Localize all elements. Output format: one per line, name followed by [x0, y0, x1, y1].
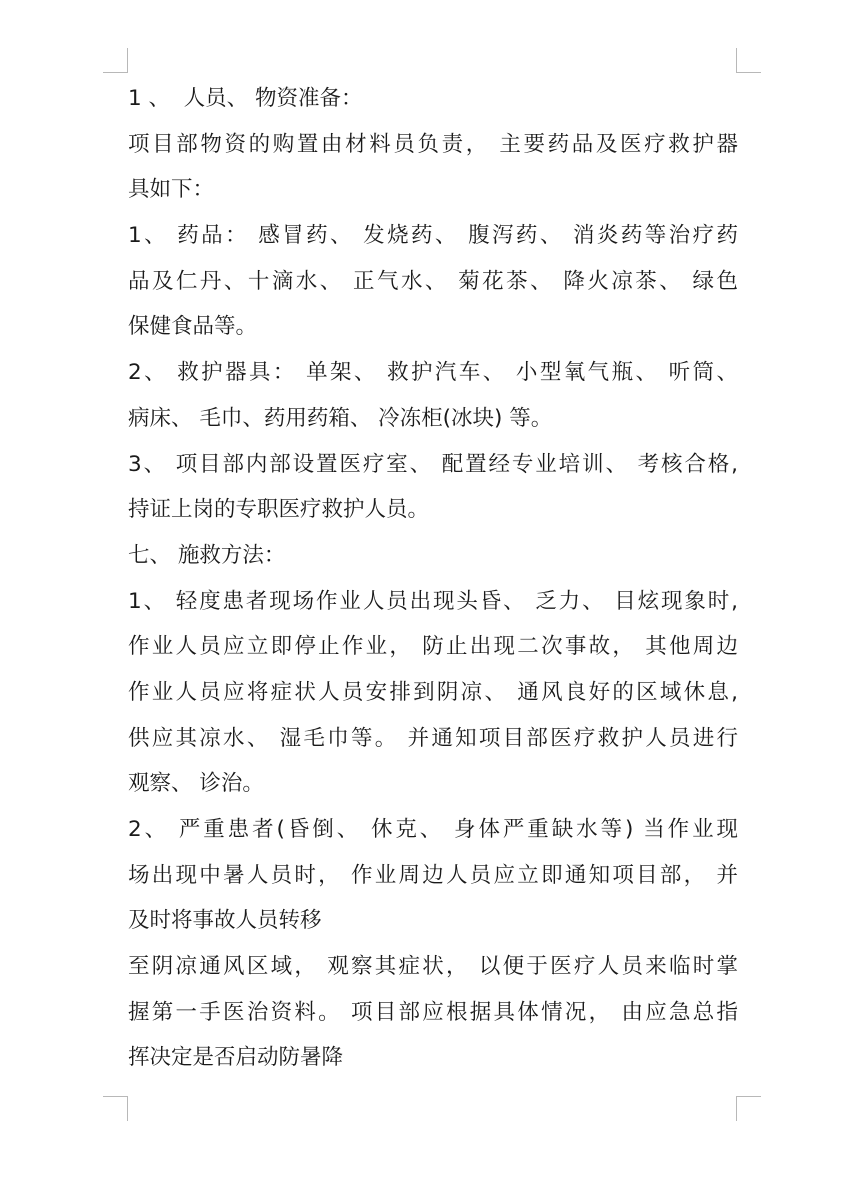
text-line: 挥决定是否启动防暑降 — [128, 1045, 344, 1071]
text-line: 2、 严重患者(昏倒、 休克、 身体严重缺水等) 当作业现 — [128, 817, 738, 842]
document-body — [128, 76, 738, 1081]
section-heading: 七、 施救方法： — [128, 542, 286, 568]
text-line: 握第一手医治资料。 项目部应根据具体情况， 由应急总指 — [128, 999, 738, 1025]
text-line: 至阴凉通风区域， 观察其症状， 以便于医疗人员来临时掌 — [128, 954, 738, 980]
text-line: 场出现中暑人员时， 作业周边人员应立即通知项目部， 并 — [128, 862, 738, 888]
text-line: 具如下： — [128, 177, 215, 203]
crop-mark-bottom-right — [736, 1096, 761, 1121]
text-line: 项目部物资的购置由材料员负责， 主要药品及医疗救护器 — [128, 131, 738, 157]
crop-mark-top-right — [736, 48, 761, 73]
text-line: 2、 救护器具： 单架、 救护汽车、 小型氧气瓶、 听筒、 — [128, 360, 738, 386]
text-line: 品及仁丹、十滴水、 正气水、 菊花茶、 降火凉茶、 绿色 — [128, 268, 738, 294]
text-line: 作业人员应立即停止作业， 防止出现二次事故， 其他周边 — [128, 634, 738, 660]
crop-mark-bottom-left — [103, 1096, 128, 1121]
text-line: 持证上岗的专职医疗救护人员。 — [128, 497, 430, 523]
text-line: 及时将事故人员转移 — [128, 908, 322, 934]
text-line: 观察、 诊治。 — [128, 771, 264, 797]
text-line: 保健食品等。 — [128, 314, 258, 340]
text-line: 供应其凉水、 湿毛巾等。 并通知项目部医疗救护人员进行 — [128, 725, 738, 751]
text-line: 病床、 毛巾、药用药箱、 冷冻柜(冰块) 等。 — [128, 405, 553, 431]
text-line: 1、 药品： 感冒药、 发烧药、 腹泻药、 消炎药等治疗药 — [128, 223, 738, 249]
text-line: 1 、 人员、 物资准备： — [128, 86, 363, 111]
text-line: 3、 项目部内部设置医疗室、 配置经专业培训、 考核合格, — [128, 451, 738, 477]
text-line: 1、 轻度患者现场作业人员出现头昏、 乏力、 目炫现象时, — [128, 588, 738, 614]
text-line: 作业人员应将症状人员安排到阴凉、 通风良好的区域休息, — [128, 679, 738, 705]
crop-mark-top-left — [103, 48, 128, 73]
